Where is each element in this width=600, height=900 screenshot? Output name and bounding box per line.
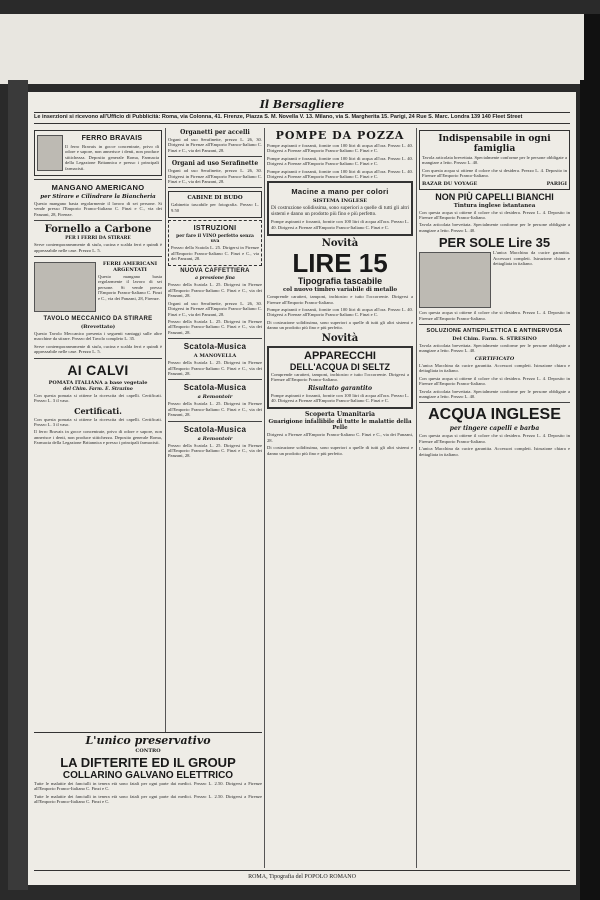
scatola-3-title: Scatola-Musica — [183, 424, 247, 434]
ferro-title: FERRO BRAVAIS — [81, 135, 143, 142]
risultato-title: Risultato garantito — [307, 384, 373, 392]
acqua-subtitle: per tingere capelli e barba — [449, 425, 540, 433]
parigi-label: PARIGI — [546, 180, 567, 187]
scatola-2-text: Prezzo della Scatola L. 25. Dirigersi in Firenze all'Emporio Franco-Italiano C. Finzi e C., via dei Panzani, 28. — [168, 401, 262, 418]
seltz-title: DELL'ACQUA DI SELTZ — [289, 361, 391, 372]
tipografia-title: Tipografia tascabile — [297, 276, 383, 287]
difterite-text: Tutte le malattie dei fanciulli in tenera età sono fatali per ogni parte dai medici. Prezzo L. 2.50. Dirigersi a Firenze all'Emporio Franco-Italiano C. Finzi e C. — [34, 781, 262, 792]
timbro-subtitle: col nuovo timbro variabile di metallo — [282, 287, 398, 294]
masthead-rule — [34, 112, 570, 113]
ferri-text: Questo mangano basta regolarmente il lavoro di sei persone. Si vende presso l'Emporio Franco-Italiano C. Finzi e C., via dei Panzani, 28, Firenze. — [98, 274, 162, 301]
certificato-text-2: Con questa acqua si ottiene il colore che si desidera. Prezzo L. 4. Deposito in Firenze all'Emporio Franco-Italiano. — [419, 375, 570, 387]
masthead-title: Il Bersagliere — [259, 98, 345, 111]
tipografia-text-2: Pompe aspiranti e forzanti, fornite con 100 litri di acqua all'ora. Prezzo L. 40. Dirigersi a Firenze all'Emporio Franco-Italiano C. Finzi e C. — [267, 307, 413, 318]
caffettiera-title: NUOVA CAFFETTIERA — [180, 268, 250, 275]
mangano-text: Questo mangano basta regolarmente il lavoro di sei persone. Si vende presso l'Emporio Franco-Italiano C. Finzi e C., via dei Panzani, 28, Firenze. — [34, 201, 162, 217]
column-4 — [419, 128, 570, 868]
pompe-title: POMPE DA POZZA — [275, 129, 405, 142]
apparecchi-title: APPARECCHI — [304, 349, 376, 362]
cabine-title: CABINE DI BUDO — [187, 195, 243, 202]
advertising-address-line: Le inserzioni si ricevono all'Ufficio di Pubblicità: Roma, via Colonna, 41. Firenze, Piazza S. M. Novella V. 13. Milano, via S. Margherita 15. Parigi, 24 Rue S. Marc. Londra 139 140 Fleet Street — [34, 114, 523, 120]
pompe-text-3: Pompe aspiranti e forzanti, fornite con 100 litri di acqua all'ora. Prezzo L. 40. Dirigersi a Firenze all'Emporio Franco-Italiano C. Finzi e C. — [267, 168, 413, 180]
scatola-2-subtitle: a Remontoir — [197, 394, 233, 401]
certificato-title: CERTIFICATO — [474, 355, 515, 362]
non-piu-title: NON PIÙ CAPELLI BIANCHI — [435, 191, 554, 202]
iron-illustration — [34, 262, 96, 312]
indispensabile-text-2: Con questa acqua si ottiene il colore che si desidera. Prezzo L. 4. Deposito in Firenze all'Emporio Franco-Italiano. — [422, 167, 567, 179]
ferro-bravais-ad — [34, 130, 162, 176]
scoperta-title: Scoperta Umanitaria — [304, 411, 375, 419]
caffettiera-text-3: Prezzo della Scatola L. 25. Dirigersi in Firenze all'Emporio Franco-Italiano C. Finzi e C., via dei Panzani, 28. — [168, 318, 262, 335]
certificato-text: L'unica Macchina da cucire garantita. Accessori completi. Istruzione chiara e dettagliata in italiano. — [419, 362, 570, 374]
tipografia-text: Comprende caratteri, tamponi, inchiostro e tutto l'occorrente. Dirigersi a Firenze all'Emporio Franco-Italiano. — [267, 294, 413, 305]
calvi-doctor: del Chim. Farm. E. Strazino — [63, 386, 133, 392]
istruzioni-subtitle: per fare il VINO perfetto senza uva — [176, 234, 254, 245]
column-rule-2 — [264, 128, 265, 868]
tavolo-text-2: Serve contemporaneamente di stufa, cucina e scalda ferri e quindi è apprezzabile nelle case. Prezzo L. 5. — [34, 343, 162, 355]
acqua-text-2: L'unica Macchina da cucire garantita. Accessori completi. Istruzione chiara e dettagliata in italiano. — [419, 446, 570, 457]
istruzioni-title: ISTRUZIONI — [193, 225, 237, 233]
fornello-title: Fornello a Carbone — [44, 224, 152, 236]
tipografia-text-3: Di costruzione solidissima, sono superiori a quelle di tutti gli altri sistemi e danno un prodotto più fino e più perfetto. — [267, 319, 413, 331]
organi-text: Organi ad uso Serafinette, prezzo L. 26, 30. Dirigersi in Firenze all'Emporio Franco-Italiano C. Finzi e C., via dei Panzani, 28. — [168, 168, 262, 185]
certificato-text-3: Tavola articolata brevettata. Specialmente conforme per le persone obbligate a mangiare a letto. Prezzo L. 40. — [419, 388, 570, 399]
binding-edge-left — [8, 80, 28, 890]
soluzione-text: Tavola articolata brevettata. Specialmente conforme per le persone obbligate a mangiare a letto. Prezzo L. 40. — [419, 343, 570, 354]
ferro-bottle-illustration — [37, 135, 63, 171]
sole-text: L'unica Macchina da cucire garantita. Accessori completi. Istruzione chiara e dettagliata in italiano. — [493, 250, 570, 267]
collarino-title: COLLARINO GALVANO ELETTRICO — [62, 770, 234, 781]
soluzione-doctor: Del Chim. Farm. S. STRESINO — [452, 336, 537, 343]
indispensabile-title: Indispensabile in ogni famiglia — [438, 134, 551, 154]
binding-edge-right — [580, 80, 600, 900]
sole-text-2: Con questa acqua si ottiene il colore che si desidera. Prezzo L. 4. Deposito in Firenze all'Emporio Franco-Italiano. — [419, 310, 570, 321]
unico-title: L'unico preservativo — [85, 734, 211, 747]
caffettiera-text: Prezzo della Scatola L. 25. Dirigersi in Firenze all'Emporio Franco-Italiano C. Finzi e C., via dei Panzani, 28. — [168, 282, 262, 299]
calvi-subtitle: POMATA ITALIANA a base vegetale — [48, 379, 148, 386]
novita-2-title: Novità — [321, 332, 359, 344]
ferro-text: Il ferro Bravais in gocce concentrate, privo di odore e sapore, non annerisce i denti, non produce stitichezza. Deposito generale Roma, Farmacia della Legazione Britannica e presso i principali farmacisti. — [65, 144, 159, 171]
macine-text: Di costruzione solidissima, sono superiori a quelle di tutti gli altri sistemi e danno un prodotto più fino e più perfetto. — [271, 205, 409, 218]
mangano-title: MANGANO AMERICANO — [51, 183, 145, 193]
bazar-label: BAZAR DU VOYAGE — [422, 180, 478, 187]
address-rule — [34, 123, 570, 124]
fornello-text: Serve contemporaneamente di stufa, cucina e scalda ferri e quindi è apprezzabile nelle case. Prezzo L. 5. — [34, 242, 162, 253]
scatola-2-title: Scatola-Musica — [183, 383, 247, 393]
tintura-text: Con questa acqua si ottiene il colore che si desidera. Prezzo L. 4. Deposito in Firenze all'Emporio Franco-Italiano. — [419, 209, 570, 221]
scoperta-text: Dirigersi a Firenze all'Emporio Franco-Italiano C. Finzi e C., via dei Panzani, 28. — [267, 432, 413, 443]
soluzione-title: SOLUZIONE ANTIEPILETTICA E ANTINERVOSA — [426, 328, 563, 335]
seltz-text: Comprende caratteri, tamponi, inchiostro e tutto l'occorrente. Dirigersi a Firenze all'Emporio Franco-Italiano. — [271, 371, 409, 383]
newspaper-page — [28, 92, 576, 885]
fornello-subtitle: PER I FERRI DA STIRARE — [65, 236, 131, 242]
caffettiera-subtitle: a pressione fina — [195, 276, 235, 282]
difterite-ad — [34, 732, 262, 869]
indispensabile-text: Tavola articolata brevettata. Specialmente conforme per le persone obbligate a mangiare a letto. Prezzo L. 40. — [422, 155, 567, 166]
mangano-subtitle: per Stirare e Cilindrare la Biancheria — [40, 194, 156, 201]
macine-subtitle: SISTEMA INGLESE — [312, 198, 368, 205]
calvi-certificati: Certificati. — [74, 405, 122, 416]
calvi-title: AI CALVI — [67, 361, 129, 378]
novita-title: Novità — [321, 238, 359, 250]
scatola-1-title: Scatola-Musica — [183, 342, 247, 352]
tavolo-text: Questo Tavolo Meccanico presenta i seguenti vantaggi sulle altre macchine da stirare. Prezzo del Tavolo completo L. 35. — [34, 331, 162, 342]
previous-page-strip — [0, 14, 600, 84]
acqua-inglese-title: ACQUA INGLESE — [428, 406, 561, 424]
ferri-title: FERRI AMERICANI ARGENTATI — [102, 261, 158, 274]
tavolo-title: TAVOLO MECCANICO DA STIRARE — [43, 316, 153, 323]
tintura-subtitle: Tintura inglese istantanea — [453, 202, 536, 209]
organetti-title: Organetti per accelli — [180, 129, 250, 136]
caffettiera-text-2: Organi ad uso Serafinette, prezzo L. 26, 30. Dirigersi in Firenze all'Emporio Franco-Italiano C. Finzi e C., via dei Panzani, 28. — [168, 300, 262, 317]
organetti-text: Organi ad uso Serafinette, prezzo L. 26, 30. Dirigersi in Firenze all'Emporio Franco-Italiano C. Finzi e C., via dei Panzani, 28. — [168, 137, 262, 153]
cabine-text: Gabinetto tascabile per fotografia. Prezzo L. 9.50 — [171, 202, 259, 213]
footer-rule — [34, 870, 570, 871]
scatola-1-text: Prezzo della Scatola L. 25. Dirigersi in Firenze all'Emporio Franco-Italiano C. Finzi e C., via dei Panzani, 28. — [168, 360, 262, 376]
difterite-title: LA DIFTERITE ED IL GROUP — [60, 755, 236, 770]
guarigione-title: Guarigione infallibile di tutte le malattie della Pelle — [268, 419, 412, 432]
scatola-3-text: Prezzo della Scatola L. 25. Dirigersi in Firenze all'Emporio Franco-Italiano C. Finzi e C., via dei Panzani, 28. — [168, 442, 262, 459]
sole-title: PER SOLE Lire 35 — [438, 235, 551, 251]
macine-text-2: Pompe aspiranti e forzanti, fornite con 100 litri di acqua all'ora. Prezzo L. 40. Dirigersi a Firenze all'Emporio Franco-Italiano C. Finzi e C. — [271, 219, 409, 230]
printer-footer: ROMA, Tipografia del POPOLO ROMANO — [248, 874, 356, 880]
organi-title: Organi ad uso Serafinette — [171, 160, 259, 168]
seltz-text-2: Pompe aspiranti e forzanti, fornite con 100 litri di acqua all'ora. Prezzo L. 40. Dirigersi a Firenze all'Emporio Franco-Italiano C. Finzi e C. — [271, 392, 409, 403]
column-rule-3 — [416, 128, 417, 868]
difterite-text-2: Tutte le malattie dei fanciulli in tenera età sono fatali per ogni parte dai medici. Prezzo L. 2.50. Dirigersi a Firenze all'Emporio Franco-Italiano C. Finzi e C. — [34, 793, 262, 805]
calvi-text: Con questa pomata si ottiene la ricrescita dei capelli. Certificati. Prezzo L. 3 il vaso. — [34, 392, 162, 404]
calvi-text-2: Con questa pomata si ottiene la ricrescita dei capelli. Certificati. Prezzo L. 3 il vaso. — [34, 416, 162, 427]
pompe-text-2: Pompe aspiranti e forzanti, fornite con 100 litri di acqua all'ora. Prezzo L. 40. Dirigersi a Firenze all'Emporio Franco-Italiano C. Finzi e C. — [267, 155, 413, 167]
tintura-text-2: Tavola articolata brevettata. Specialmente conforme per le persone obbligate a mangiare a letto. Prezzo L. 40. — [419, 222, 570, 233]
sewing-machine-illustration — [419, 252, 491, 308]
scoperta-text-2: Di costruzione solidissima, sono superiori a quelle di tutti gli altri sistemi e danno un prodotto più fino e più perfetto. — [267, 445, 413, 456]
lire-15-price: LIRE 15 — [292, 248, 388, 279]
scatola-3-subtitle: a Remontoir — [197, 435, 233, 442]
pompe-text: Pompe aspiranti e forzanti, fornite con 100 litri di acqua all'ora. Prezzo L. 40. Dirigersi a Firenze all'Emporio Franco-Italiano C. Finzi e C. — [267, 143, 413, 154]
contro-label: CONTRO — [135, 748, 161, 754]
column-3 — [267, 128, 413, 868]
acqua-text: Con questa acqua si ottiene il colore che si desidera. Prezzo L. 4. Deposito in Firenze all'Emporio Franco-Italiano. — [419, 433, 570, 444]
scatola-1-subtitle: A MANOVELLA — [193, 353, 237, 360]
calvi-text-3: Il ferro Bravais in gocce concentrate, privo di odore e sapore, non annerisce i denti, non produce stitichezza. Deposito generale Roma, Farmacia della Legazione Britannica e presso i principali farmacisti. — [34, 429, 162, 446]
istruzioni-text: Prezzo della Scatola L. 25. Dirigersi in Firenze all'Emporio Franco-Italiano C. Finzi e C., via dei Panzani, 28. — [171, 245, 259, 262]
strip-edge — [584, 14, 600, 84]
tavolo-subtitle: (Brevettato) — [80, 324, 116, 331]
macine-title: Macine a mano per colori — [291, 187, 389, 197]
